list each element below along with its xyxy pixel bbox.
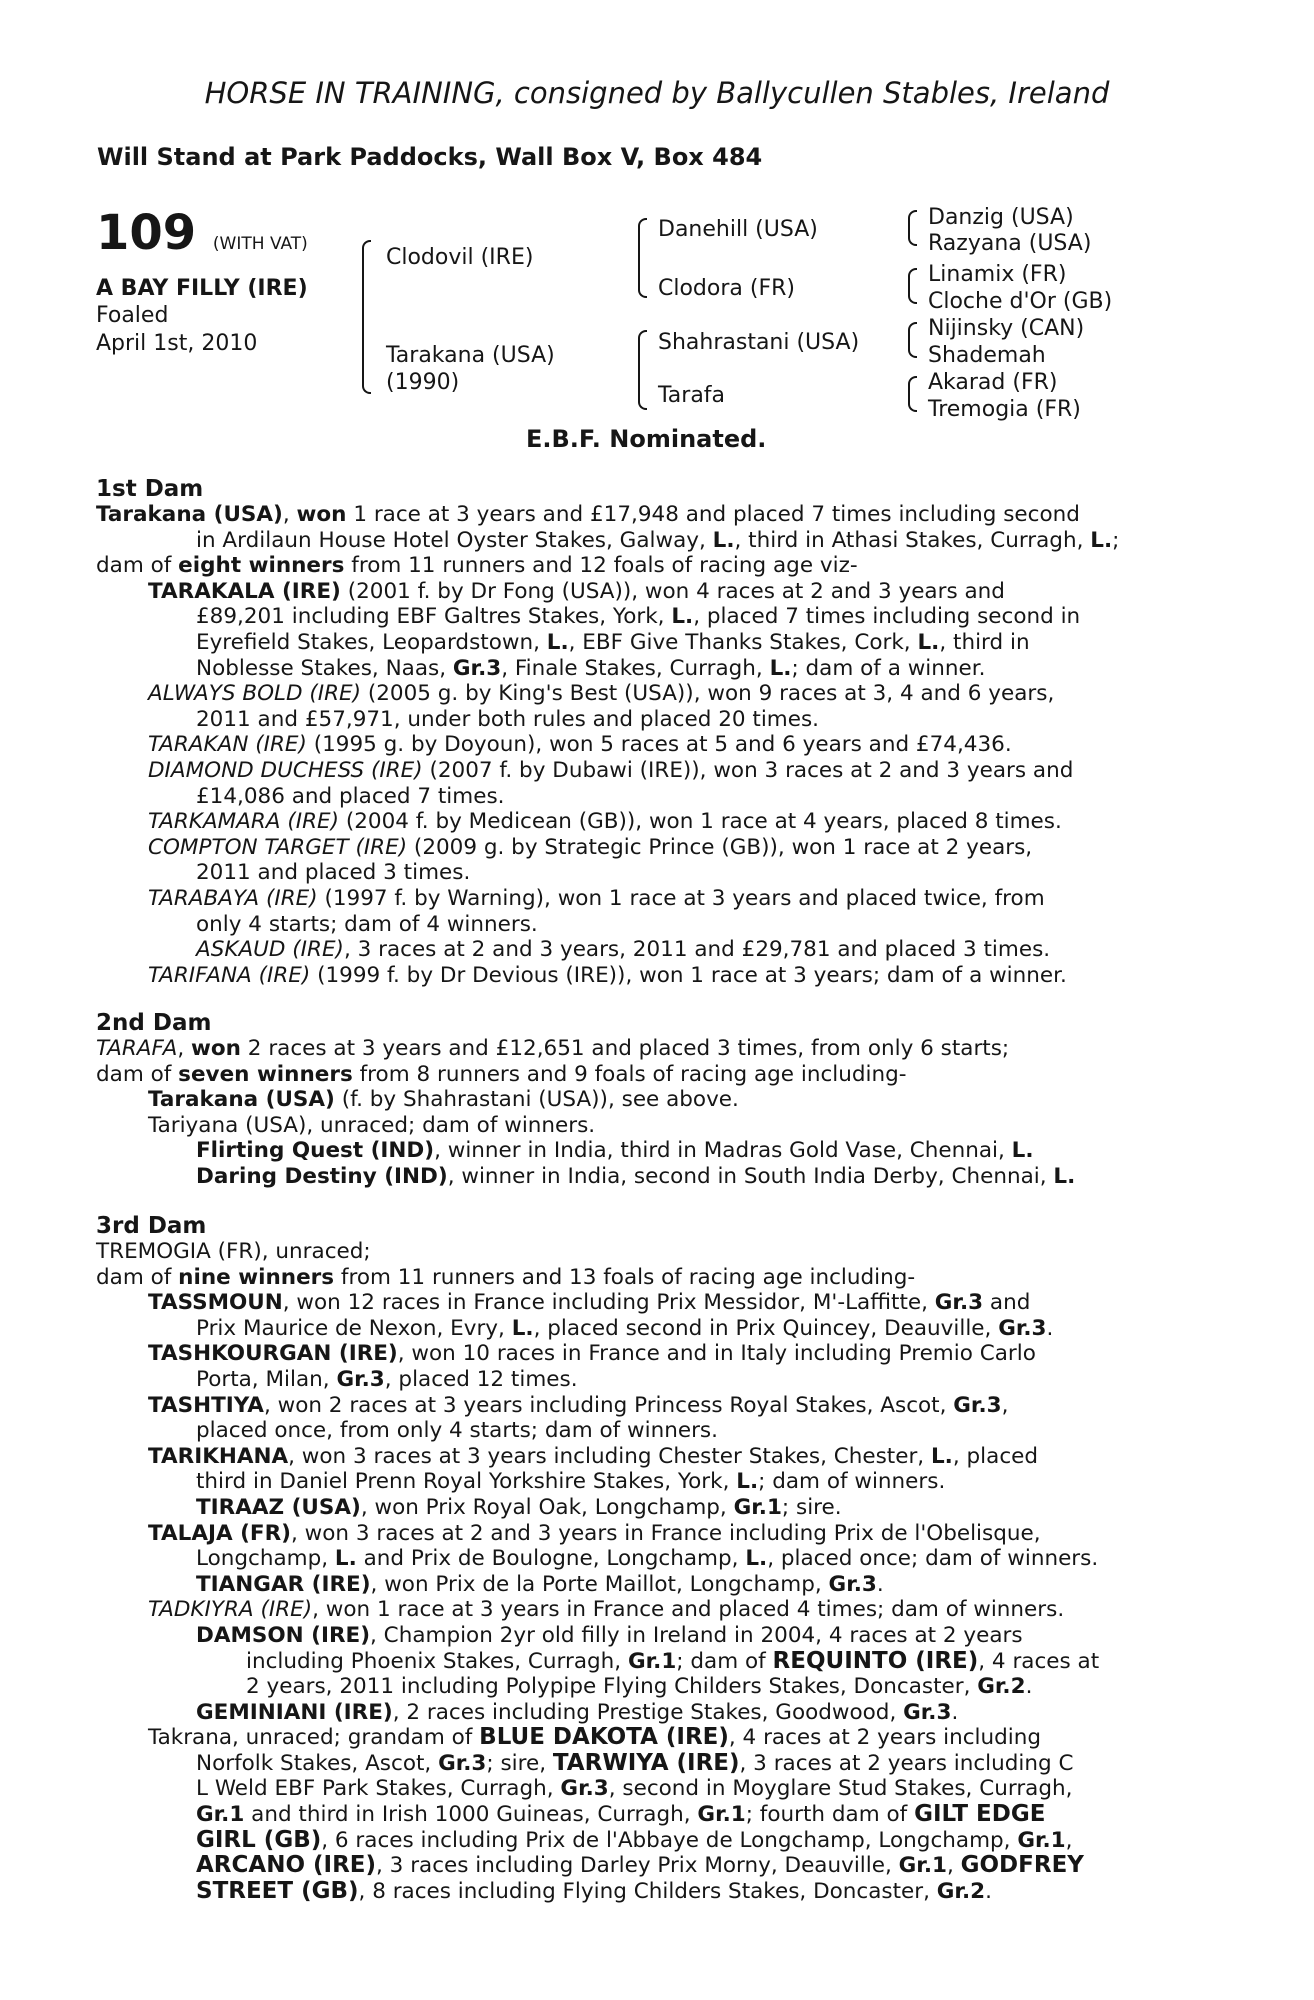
pedigree-line: Tarakana (USA) (f. by Shahrastani (USA)), see above. — [148, 1087, 739, 1113]
pedigree-line: COMPTON TARGET (IRE) (2009 g. by Strategic Prince (GB)), won 1 race at 2 years, — [148, 834, 1033, 860]
pedigree-line: Porta, Milan, Gr.3, placed 12 times. — [196, 1366, 578, 1392]
pedigree-line: DAMSON (IRE), Champion 2yr old filly in Ireland in 2004, 4 races at 2 years — [196, 1622, 1023, 1648]
first-dam-section — [96, 476, 1206, 988]
second-dam-heading: 2nd Dam — [96, 1010, 212, 1036]
pedigree-line: dam of eight winners from 11 runners and 12 foals of racing age viz- — [96, 553, 858, 579]
pedigree-line: TREMOGIA (FR), unraced; — [96, 1239, 371, 1264]
pedigree-line: L Weld EBF Park Stakes, Curragh, Gr.3, second in Moyglare Stud Stakes, Curragh, — [196, 1776, 1073, 1802]
pedigree-line: Daring Destiny (IND), winner in India, second in South India Derby, Chennai, L. — [196, 1163, 1076, 1189]
pedigree-line: Prix Maurice de Nexon, Evry, L., placed second in Prix Quincey, Deauville, Gr.3. — [196, 1315, 1054, 1341]
pedigree-line: GEMINIANI (IRE), 2 races including Prestige Stakes, Goodwood, Gr.3. — [196, 1699, 959, 1725]
pedigree-line: STREET (GB), 8 races including Flying Childers Stakes, Doncaster, Gr.2. — [196, 1877, 992, 1904]
foaled-date: April 1st, 2010 — [96, 331, 258, 356]
pedigree-line: Longchamp, L. and Prix de Boulogne, Longchamp, L., placed once; dam of winners. — [196, 1546, 1099, 1572]
stand-location: Will Stand at Park Paddocks, Wall Box V, Box 484 — [97, 143, 763, 171]
lot-number: 109 — [96, 205, 197, 261]
pedigree-line: £14,086 and placed 7 times. — [196, 783, 505, 809]
pedigree-sire-sire: Danehill (USA) — [658, 217, 818, 242]
pedigree-line: in Ardilaun House Hotel Oyster Stakes, Galway, L., third in Athasi Stakes, Curragh, L.; — [196, 527, 1120, 553]
pedigree-sire: Clodovil (IRE) — [386, 245, 534, 270]
pedigree-brace — [908, 322, 917, 358]
pedigree-sss: Danzig (USA) — [928, 205, 1074, 230]
pedigree-line: TIRAAZ (USA), won Prix Royal Oak, Longchamp, Gr.1; sire. — [196, 1494, 842, 1520]
pedigree-line: placed once, from only 4 starts; dam of winners. — [196, 1418, 718, 1444]
pedigree-line: ARCANO (IRE), 3 races including Darley Prix Morny, Deauville, Gr.1, GODFREY — [196, 1852, 1084, 1879]
pedigree-dss: Nijinsky (CAN) — [928, 316, 1085, 341]
pedigree-line: Tarakana (USA), won 1 race at 3 years and £17,948 and placed 7 times including second — [96, 502, 1080, 527]
pedigree-dam-sire: Shahrastani (USA) — [658, 330, 860, 355]
pedigree-line: TIANGAR (IRE), won Prix de la Porte Maillot, Longchamp, Gr.3. — [196, 1571, 884, 1597]
pedigree-line: TASHKOURGAN (IRE), won 10 races in France and in Italy including Premio Carlo — [148, 1341, 1036, 1367]
pedigree-line: Gr.1 and third in Irish 1000 Guineas, Curragh, Gr.1; fourth dam of GILT EDGE — [196, 1801, 1046, 1828]
vat-label: (WITH VAT) — [212, 234, 308, 254]
pedigree-brace — [908, 268, 917, 304]
pedigree-sds: Linamix (FR) — [928, 262, 1067, 287]
pedigree-line: ALWAYS BOLD (IRE) (2005 g. by King's Best (USA)), won 9 races at 3, 4 and 6 years, — [148, 681, 1055, 707]
page-header: HORSE IN TRAINING, consigned by Ballycullen Stables, Ireland — [204, 76, 1110, 110]
first-dam-heading: 1st Dam — [96, 476, 204, 502]
lot-number-block — [96, 205, 308, 272]
pedigree-line: third in Daniel Prenn Royal Yorkshire Stakes, York, L.; dam of winners. — [196, 1469, 946, 1495]
pedigree-sire-dam: Clodora (FR) — [658, 276, 795, 301]
pedigree-line: TARABAYA (IRE) (1997 f. by Warning), won 1 race at 3 years and placed twice, from — [148, 885, 1045, 911]
pedigree-dam-year: (1990) — [386, 370, 460, 395]
pedigree-line: GIRL (GB), 6 races including Prix de l'Abbaye de Longchamp, Longchamp, Gr.1, — [196, 1826, 1073, 1853]
pedigree-sdd: Cloche d'Or (GB) — [928, 289, 1113, 314]
pedigree-line: ASKAUD (IRE), 3 races at 2 and 3 years, 2011 and £29,781 and placed 3 times. — [196, 937, 1051, 963]
pedigree-dsd: Shademah — [928, 343, 1046, 368]
pedigree-line: dam of seven winners from 8 runners and 9 foals of racing age including- — [96, 1061, 907, 1087]
pedigree-brace — [638, 330, 647, 410]
pedigree-line: TARAKALA (IRE) (2001 f. by Dr Fong (USA)), won 4 races at 2 and 3 years and — [148, 578, 1005, 604]
pedigree-ddd: Tremogia (FR) — [928, 397, 1081, 422]
pedigree-ssd: Razyana (USA) — [928, 231, 1092, 256]
pedigree-line: TARIKHANA, won 3 races at 3 years including Chester Stakes, Chester, L., placed — [148, 1443, 1039, 1469]
pedigree-line: Norfolk Stakes, Ascot, Gr.3; sire, TARWIYA (IRE), 3 races at 2 years including C — [196, 1749, 1074, 1776]
pedigree-line: Eyrefield Stakes, Leopardstown, L., EBF Give Thanks Stakes, Cork, L., third in — [196, 629, 1030, 655]
pedigree-line: Takrana, unraced; grandam of BLUE DAKOTA (IRE), 4 races at 2 years including — [148, 1724, 1042, 1751]
pedigree-line: DIAMOND DUCHESS (IRE) (2007 f. by Dubawi (IRE)), won 3 races at 2 and 3 years and — [148, 757, 1074, 783]
pedigree-brace — [638, 218, 647, 298]
pedigree-line: TASHTIYA, won 2 races at 3 years including Princess Royal Stakes, Ascot, Gr.3, — [148, 1392, 1009, 1418]
third-dam-heading: 3rd Dam — [96, 1213, 207, 1239]
pedigree-line: 2 years, 2011 including Polypipe Flying Childers Stakes, Doncaster, Gr.2. — [246, 1674, 1033, 1700]
pedigree-line: TARAKAN (IRE) (1995 g. by Doyoun), won 5 races at 5 and 6 years and £74,436. — [148, 732, 1012, 758]
pedigree-dam: Tarakana (USA) — [386, 343, 555, 368]
pedigree-line: 2011 and placed 3 times. — [196, 860, 471, 886]
pedigree-line: TARIFANA (IRE) (1999 f. by Dr Devious (IRE)), won 1 race at 3 years; dam of a winner. — [148, 962, 1067, 988]
pedigree-line: Tariyana (USA), unraced; dam of winners. — [148, 1112, 596, 1138]
pedigree-line: TARAFA, won 2 races at 3 years and £12,651 and placed 3 times, from only 6 starts; — [96, 1036, 1010, 1061]
pedigree-line: dam of nine winners from 11 runners and 13 foals of racing age including- — [96, 1264, 916, 1290]
pedigree-line: only 4 starts; dam of 4 winners. — [196, 911, 538, 937]
horse-name: A BAY FILLY (IRE) — [96, 276, 308, 301]
pedigree-line: including Phoenix Stakes, Curragh, Gr.1; dam of REQUINTO (IRE), 4 races at — [246, 1647, 1100, 1674]
pedigree-brace — [362, 240, 371, 394]
pedigree-line: TADKIYRA (IRE), won 1 race at 3 years in France and placed 4 times; dam of winners. — [148, 1597, 1065, 1623]
pedigree-line: £89,201 including EBF Galtres Stakes, York, L., placed 7 times including second in — [196, 604, 1081, 630]
pedigree-brace — [908, 210, 917, 246]
foaled-label: Foaled — [96, 303, 169, 328]
pedigree-dam-dam: Tarafa — [658, 383, 726, 408]
second-dam-section — [96, 1010, 1206, 1190]
ebf-nominated: E.B.F. Nominated. — [526, 425, 767, 453]
pedigree-line: TASSMOUN, won 12 races in France including Prix Messidor, M'-Laffitte, Gr.3 and — [148, 1290, 1031, 1316]
pedigree-line: TARKAMARA (IRE) (2004 f. by Medicean (GB)), won 1 race at 4 years, placed 8 times. — [148, 809, 1062, 835]
pedigree-line: TALAJA (FR), won 3 races at 2 and 3 years in France including Prix de l'Obelisque, — [148, 1520, 1041, 1546]
pedigree-brace — [908, 376, 917, 412]
pedigree-line: 2011 and £57,971, under both rules and placed 20 times. — [196, 706, 820, 732]
pedigree-dds: Akarad (FR) — [928, 370, 1058, 395]
pedigree-line: Noblesse Stakes, Naas, Gr.3, Finale Stakes, Curragh, L.; dam of a winner. — [196, 655, 986, 681]
pedigree-line: Flirting Quest (IND), winner in India, third in Madras Gold Vase, Chennai, L. — [196, 1138, 1034, 1164]
third-dam-section — [96, 1213, 1206, 1904]
